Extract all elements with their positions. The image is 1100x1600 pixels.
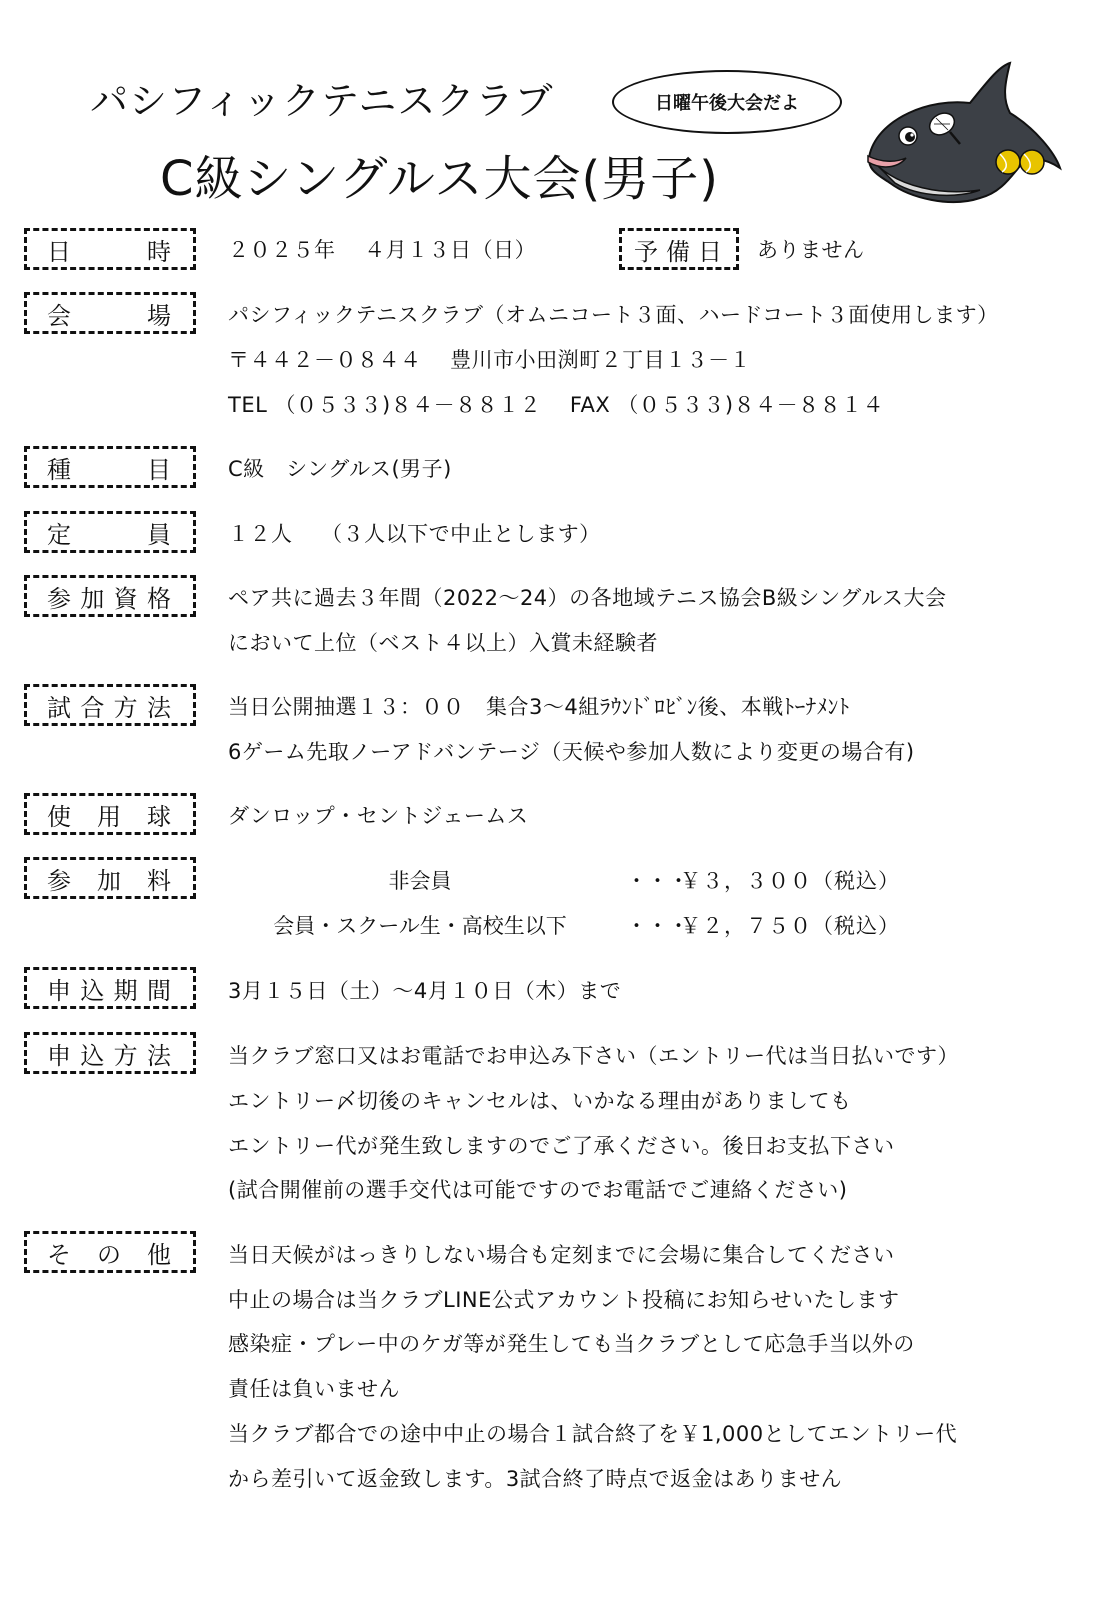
venue-line-1: パシフィックテニスクラブ（オムニコート３面、ハードコート３面使用します） (228, 303, 999, 327)
other-line-6: から差引いて返金致します。3試合終了時点で返金はありません (228, 1467, 843, 1491)
capacity-value: １２人 （３人以下で中止とします） (228, 522, 601, 546)
event-value: C級 シングルス(男子) (228, 457, 452, 481)
label-event: 種 目 (24, 446, 196, 488)
label-application-method: 申 込 方 法 (24, 1032, 196, 1074)
format-line-2: 6ゲーム先取ノーアドバンテージ（天候や参加人数により変更の場合有) (228, 740, 915, 764)
label-ball: 使 用 球 (24, 793, 196, 835)
label-match-format: 試 合 方 法 (24, 684, 196, 726)
label-other: そ の 他 (24, 1231, 196, 1273)
other-line-2: 中止の場合は当クラブLINE公式アカウント投稿にお知らせいたします (228, 1288, 900, 1312)
date-value: ２０２５年 ４月１３日（日） (228, 238, 537, 262)
label-venue: 会 場 (24, 292, 196, 334)
fee-name-nonmember: 非会員 (388, 869, 452, 893)
club-name: パシフィックテニスクラブ (90, 79, 554, 123)
label-reserve-day: 予 備 日 (619, 228, 739, 270)
speech-bubble-text: 日曜午後大会だよ (655, 93, 799, 114)
eligibility-line-2: において上位（ベスト４以上）入賞未経験者 (228, 631, 658, 655)
other-line-4: 責任は負いません (228, 1377, 400, 1401)
reserve-day-value: ありません (757, 238, 865, 262)
venue-address: 〒４４２－０８４４ 豊川市小田渕町２丁目１３－１ (228, 348, 752, 372)
fee-price-nonmember: ￥３，３００（税込） (680, 869, 900, 893)
event-title: C級シングルス大会(男子) (160, 151, 719, 207)
method-line-2: エントリー〆切後のキャンセルは、いかなる理由がありましても (228, 1089, 852, 1113)
period-value: 3月１５日（土）～4月１０日（木）まで (228, 979, 622, 1003)
label-fee: 参 加 料 (24, 857, 196, 899)
speech-bubble (612, 70, 842, 134)
label-application-period: 申 込 期 間 (24, 967, 196, 1009)
other-line-3: 感染症・プレー中のケガ等が発生しても当クラブとして応急手当以外の (228, 1332, 915, 1356)
label-capacity: 定 員 (24, 511, 196, 553)
ball-value: ダンロップ・セントジェームス (228, 804, 529, 828)
venue-phone-fax: TEL （０５３３)８４－８８１２ FAX （０５３３)８４－８８１４ (228, 393, 885, 417)
label-date: 日 時 (24, 228, 196, 270)
method-line-1: 当クラブ窓口又はお電話でお申込み下さい（エントリー代は当日払いです） (228, 1044, 959, 1068)
method-line-4: (試合開催前の選手交代は可能ですのでお電話でご連絡ください) (228, 1178, 848, 1202)
fee-dots-nonmember: ・・・ (626, 869, 689, 893)
eligibility-line-1: ペア共に過去３年間（2022～24）の各地域テニス協会B級シングルス大会 (228, 586, 947, 610)
dolphin-with-tennis-racket-icon (860, 58, 1070, 208)
method-line-3: エントリー代が発生致しますのでご了承ください。後日お支払下さい (228, 1134, 895, 1158)
format-line-1: 当日公開抽選１３：００ 集合3～4組ﾗｳﾝﾄﾞﾛﾋﾞﾝ後、本戦ﾄｰﾅﾒﾝﾄ (228, 695, 850, 719)
label-eligibility: 参 加 資 格 (24, 575, 196, 617)
other-line-1: 当日天候がはっきりしない場合も定刻までに会場に集合してください (228, 1243, 895, 1267)
fee-name-member: 会員・スクール生・高校生以下 (273, 914, 567, 938)
fee-dots-member: ・・・ (626, 914, 689, 938)
fee-price-member: ￥２，７５０（税込） (680, 914, 900, 938)
other-line-5: 当クラブ都合での途中中止の場合１試合終了を￥1,000としてエントリー代 (228, 1422, 958, 1446)
